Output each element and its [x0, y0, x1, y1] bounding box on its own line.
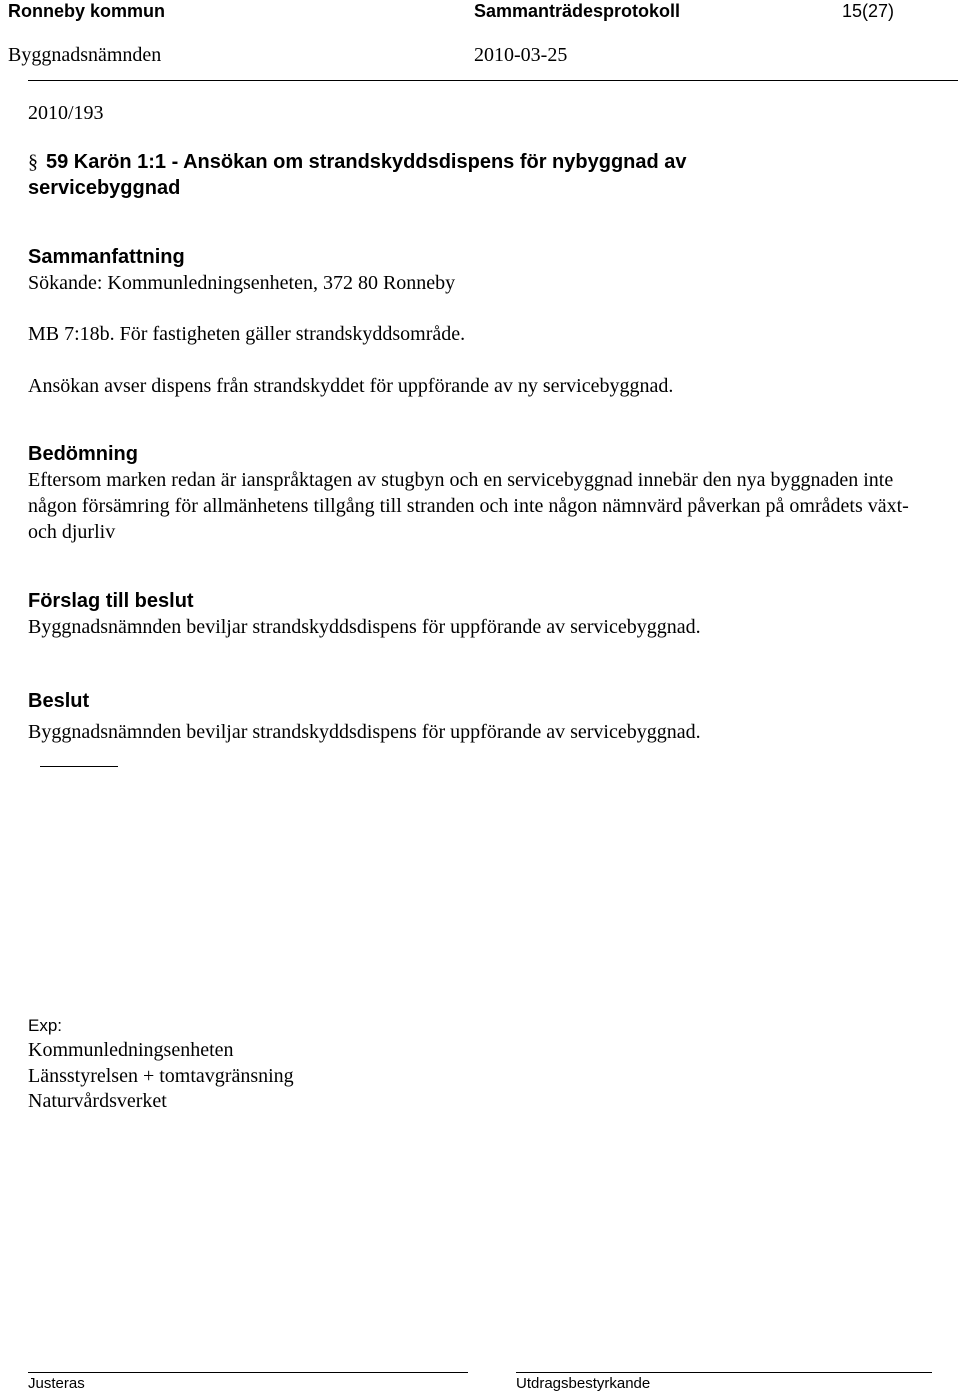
document-type: Sammanträdesprotokoll: [474, 1, 681, 21]
summary-heading: Sammanfattning: [28, 246, 185, 268]
summary-applicant: Sökande: Kommunledningsenheten, 372 80 Ronneby: [28, 272, 456, 294]
summary-line2: MB 7:18b. För fastigheten gäller strandskyddsområde.: [28, 323, 466, 345]
proposal-heading: Förslag till beslut: [28, 590, 194, 612]
footer-utdragsbestyrkande: Utdragsbestyrkande: [516, 1375, 651, 1392]
decision-heading: Beslut: [28, 690, 90, 712]
dispatch-label: Exp:: [28, 1016, 63, 1035]
case-title-line1: 59 Karön 1:1 - Ansökan om strandskyddsdispens för nybyggnad av: [46, 151, 687, 173]
dispatch-recipient: Naturvårdsverket: [28, 1090, 167, 1112]
case-number: 2010/193: [28, 102, 104, 124]
page-number: 15(27): [842, 1, 895, 21]
case-title-line2: servicebyggnad: [28, 177, 181, 199]
municipality-name: Ronneby kommun: [8, 1, 166, 21]
case-title: [28, 149, 687, 175]
footer-rule-left: [28, 1372, 468, 1373]
assessment-heading: Bedömning: [28, 443, 138, 465]
decision-end-rule: [40, 766, 118, 767]
footer-rule-right: [516, 1372, 932, 1373]
decision-text: Byggnadsnämnden beviljar strandskyddsdispens för uppförande av servicebyggnad.: [28, 721, 701, 743]
dispatch-recipient: Länsstyrelsen + tomtavgränsning: [28, 1065, 294, 1087]
proposal-text: Byggnadsnämnden beviljar strandskyddsdispens för uppförande av servicebyggnad.: [28, 616, 701, 638]
dispatch-recipient: Kommunledningsenheten: [28, 1039, 234, 1061]
committee-name: Byggnadsnämnden: [8, 44, 162, 66]
paragraph-symbol: §: [28, 151, 38, 173]
summary-line3: Ansökan avser dispens från strandskyddet för uppförande av ny servicebyggnad.: [28, 375, 674, 397]
footer-justeras: Justeras: [28, 1375, 85, 1392]
assessment-text: Eftersom marken redan är ianspråktagen av stugbyn och en servicebyggnad innebär den nya byggnaden inte någon försämring för allmänhetens tillgång till stranden och inte någon nämnvärd påverkan på områdets växt- och djurliv: [28, 469, 909, 543]
header-rule: [28, 80, 958, 81]
meeting-date: 2010-03-25: [474, 44, 568, 66]
